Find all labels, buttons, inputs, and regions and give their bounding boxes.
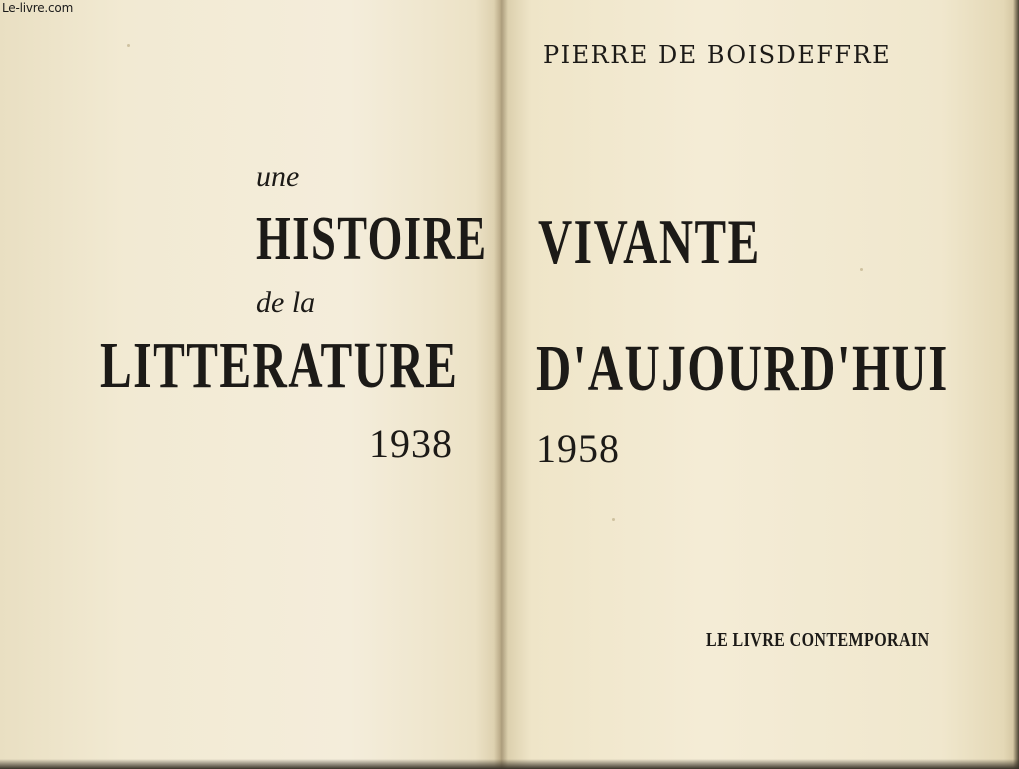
page-edge-shadow <box>1013 0 1019 769</box>
title-word-histoire: HISTOIRE <box>256 205 488 273</box>
book-gutter <box>494 0 508 769</box>
publisher-name: LE LIVRE CONTEMPORAIN <box>706 629 930 651</box>
paper-speck <box>860 268 863 271</box>
title-word-une: une <box>256 160 300 193</box>
site-watermark: Le-livre.com <box>2 1 74 15</box>
paper-speck <box>612 518 615 521</box>
title-word-vivante: VIVANTE <box>538 206 761 277</box>
title-word-litterature: LITTERATURE <box>100 329 459 402</box>
title-word-aujourdhui: D'AUJOURD'HUI <box>536 332 949 405</box>
author-name: PIERRE DE BOISDEFFRE <box>543 41 892 69</box>
bottom-edge-shadow <box>0 759 1019 769</box>
title-word-de-la: de la <box>256 286 316 319</box>
start-year: 1938 <box>369 421 453 466</box>
end-year: 1958 <box>536 426 620 471</box>
paper-speck <box>127 44 130 47</box>
